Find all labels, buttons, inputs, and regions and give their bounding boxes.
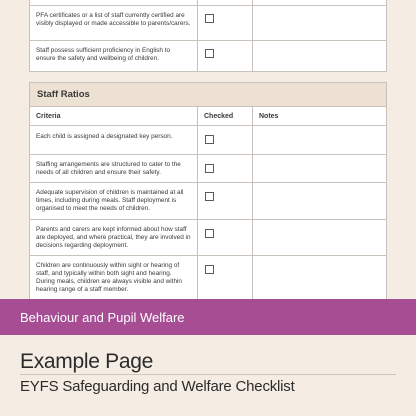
page-title: Example Page bbox=[20, 350, 153, 373]
notes-cell[interactable] bbox=[253, 6, 386, 40]
page-subtitle: EYFS Safeguarding and Welfare Checklist bbox=[20, 378, 295, 395]
staff-ratios-table bbox=[29, 82, 387, 305]
criteria-cell: Adequate supervision of children is maintained at all times, including during meals. Staff deployment is organised to meet the needs of children. bbox=[30, 183, 198, 219]
criteria-cell: Staffing arrangements are structured to cater to the needs of all children and ensure their safety. bbox=[30, 155, 198, 182]
checked-cell bbox=[198, 6, 253, 40]
checkbox[interactable] bbox=[205, 265, 214, 274]
checked-header: Checked bbox=[198, 107, 253, 125]
previous-section-table bbox=[29, 0, 387, 72]
checkbox[interactable] bbox=[205, 192, 214, 201]
table-row bbox=[30, 155, 386, 183]
footer bbox=[0, 335, 416, 416]
table-row bbox=[30, 183, 386, 220]
checkbox[interactable] bbox=[205, 49, 214, 58]
notes-header: Notes bbox=[259, 112, 279, 120]
notes-cell[interactable] bbox=[253, 220, 386, 255]
section-banner bbox=[0, 299, 416, 335]
table-row bbox=[30, 126, 386, 155]
notes-cell[interactable] bbox=[253, 41, 386, 71]
checked-cell bbox=[198, 41, 253, 71]
table-row bbox=[30, 41, 386, 71]
checkbox[interactable] bbox=[205, 164, 214, 173]
checked-cell bbox=[198, 256, 253, 304]
criteria-header: Criteria bbox=[30, 107, 198, 125]
column-headers bbox=[30, 107, 386, 126]
divider bbox=[20, 374, 396, 375]
section-banner-label: Behaviour and Pupil Welfare bbox=[20, 309, 185, 325]
section-title: Staff Ratios bbox=[30, 83, 386, 107]
criteria-cell: Children are continuously within sight or hearing of staff, and typically within both sight and hearing. During meals, children are always visible and within hearing range of a staff member. bbox=[30, 256, 198, 304]
criteria-cell: PFA certificates or a list of staff currently certified are visibly displayed or made accessible to parents/carers. bbox=[30, 6, 198, 40]
criteria-cell bbox=[30, 0, 198, 5]
table-row bbox=[30, 256, 386, 304]
checkbox[interactable] bbox=[205, 14, 214, 23]
checked-cell bbox=[198, 126, 253, 154]
notes-cell[interactable] bbox=[253, 0, 386, 5]
checkbox[interactable] bbox=[205, 229, 214, 238]
checked-cell bbox=[198, 0, 253, 5]
criteria-cell: Staff possess sufficient proficiency in English to ensure the safety and wellbeing of children. bbox=[30, 41, 198, 71]
table-row bbox=[30, 6, 386, 41]
notes-cell[interactable] bbox=[253, 256, 386, 304]
checkbox[interactable] bbox=[205, 135, 214, 144]
notes-cell[interactable] bbox=[253, 183, 386, 219]
checked-cell bbox=[198, 220, 253, 255]
table-row bbox=[30, 220, 386, 256]
criteria-cell: Parents and carers are kept informed about how staff are deployed, and where practical, they are involved in decisions regarding deployment. bbox=[30, 220, 198, 255]
criteria-cell: Each child is assigned a designated key person. bbox=[30, 126, 198, 154]
checked-cell bbox=[198, 155, 253, 182]
checked-cell bbox=[198, 183, 253, 219]
notes-cell[interactable] bbox=[253, 155, 386, 182]
notes-cell[interactable] bbox=[253, 126, 386, 154]
